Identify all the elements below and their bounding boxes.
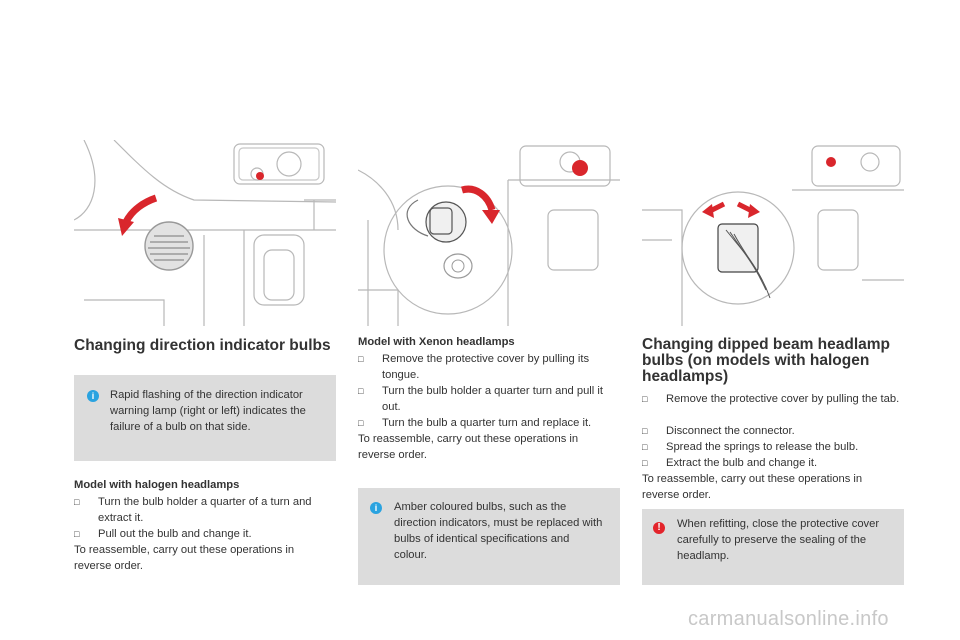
square-bullet-icon: □ xyxy=(642,442,648,452)
rotate-arrow-icon xyxy=(126,198,156,222)
info-icon: i xyxy=(87,390,99,402)
warning-box xyxy=(642,509,904,585)
reassemble-note: To reassemble, carry out these operations in reverse order. xyxy=(358,433,579,461)
exclamation-icon: ! xyxy=(653,522,665,534)
step-text: Remove the protective cover by pulling its tongue. xyxy=(382,353,590,381)
step-text: Turn the bulb holder a quarter turn and pull it out. xyxy=(382,385,603,413)
reassemble-note: To reassemble, carry out these operations in reverse order. xyxy=(74,544,295,572)
illustration-xenon xyxy=(358,140,620,326)
reassemble-note: To reassemble, carry out these operations in reverse order. xyxy=(642,473,863,501)
section-title-direction-indicator: Changing direction indicator bulbs xyxy=(74,337,331,354)
illustration-direction-indicator xyxy=(74,140,336,326)
square-bullet-icon: □ xyxy=(74,497,80,507)
step-text: Pull out the bulb and change it. xyxy=(98,528,252,540)
step-text: Extract the bulb and change it. xyxy=(666,457,818,469)
info-text: Amber coloured bulbs, such as the direction indicators, must be replaced with bulbs of identical specifications and colour. xyxy=(394,501,603,561)
info-box xyxy=(74,375,336,461)
section-title-dipped-beam: Changing dipped beam headlamp bulbs (on models with halogen headlamps) xyxy=(642,336,891,385)
watermark: carmanualsonline.info xyxy=(688,608,889,630)
info-box xyxy=(358,488,620,585)
info-icon: i xyxy=(370,502,382,514)
bulb-holder-illus xyxy=(145,222,193,270)
square-bullet-icon: □ xyxy=(642,394,648,404)
illustration-halogen-dipped xyxy=(642,140,904,326)
subheading-halogen: Model with halogen headlamps xyxy=(74,479,240,491)
square-bullet-icon: □ xyxy=(358,354,364,364)
step-text: Spread the springs to release the bulb. xyxy=(666,441,859,453)
square-bullet-icon: □ xyxy=(642,426,648,436)
step-text: Turn the bulb a quarter turn and replace it. xyxy=(382,417,592,429)
step-text: Turn the bulb holder a quarter of a turn and extract it. xyxy=(98,496,312,524)
subheading-xenon: Model with Xenon headlamps xyxy=(358,336,515,348)
step-text: Remove the protective cover by pulling the tab. xyxy=(666,393,900,405)
warning-text: When refitting, close the protective cover carefully to preserve the sealing of the headlamp. xyxy=(677,518,880,562)
square-bullet-icon: □ xyxy=(358,386,364,396)
square-bullet-icon: □ xyxy=(74,529,80,539)
rotate-arrow-icon xyxy=(462,189,492,210)
info-text: Rapid flashing of the direction indicator warning lamp (right or left) indicates the failure of a bulb on that side. xyxy=(110,389,306,433)
square-bullet-icon: □ xyxy=(358,418,364,428)
step-text: Disconnect the connector. xyxy=(666,425,795,437)
square-bullet-icon: □ xyxy=(642,458,648,468)
